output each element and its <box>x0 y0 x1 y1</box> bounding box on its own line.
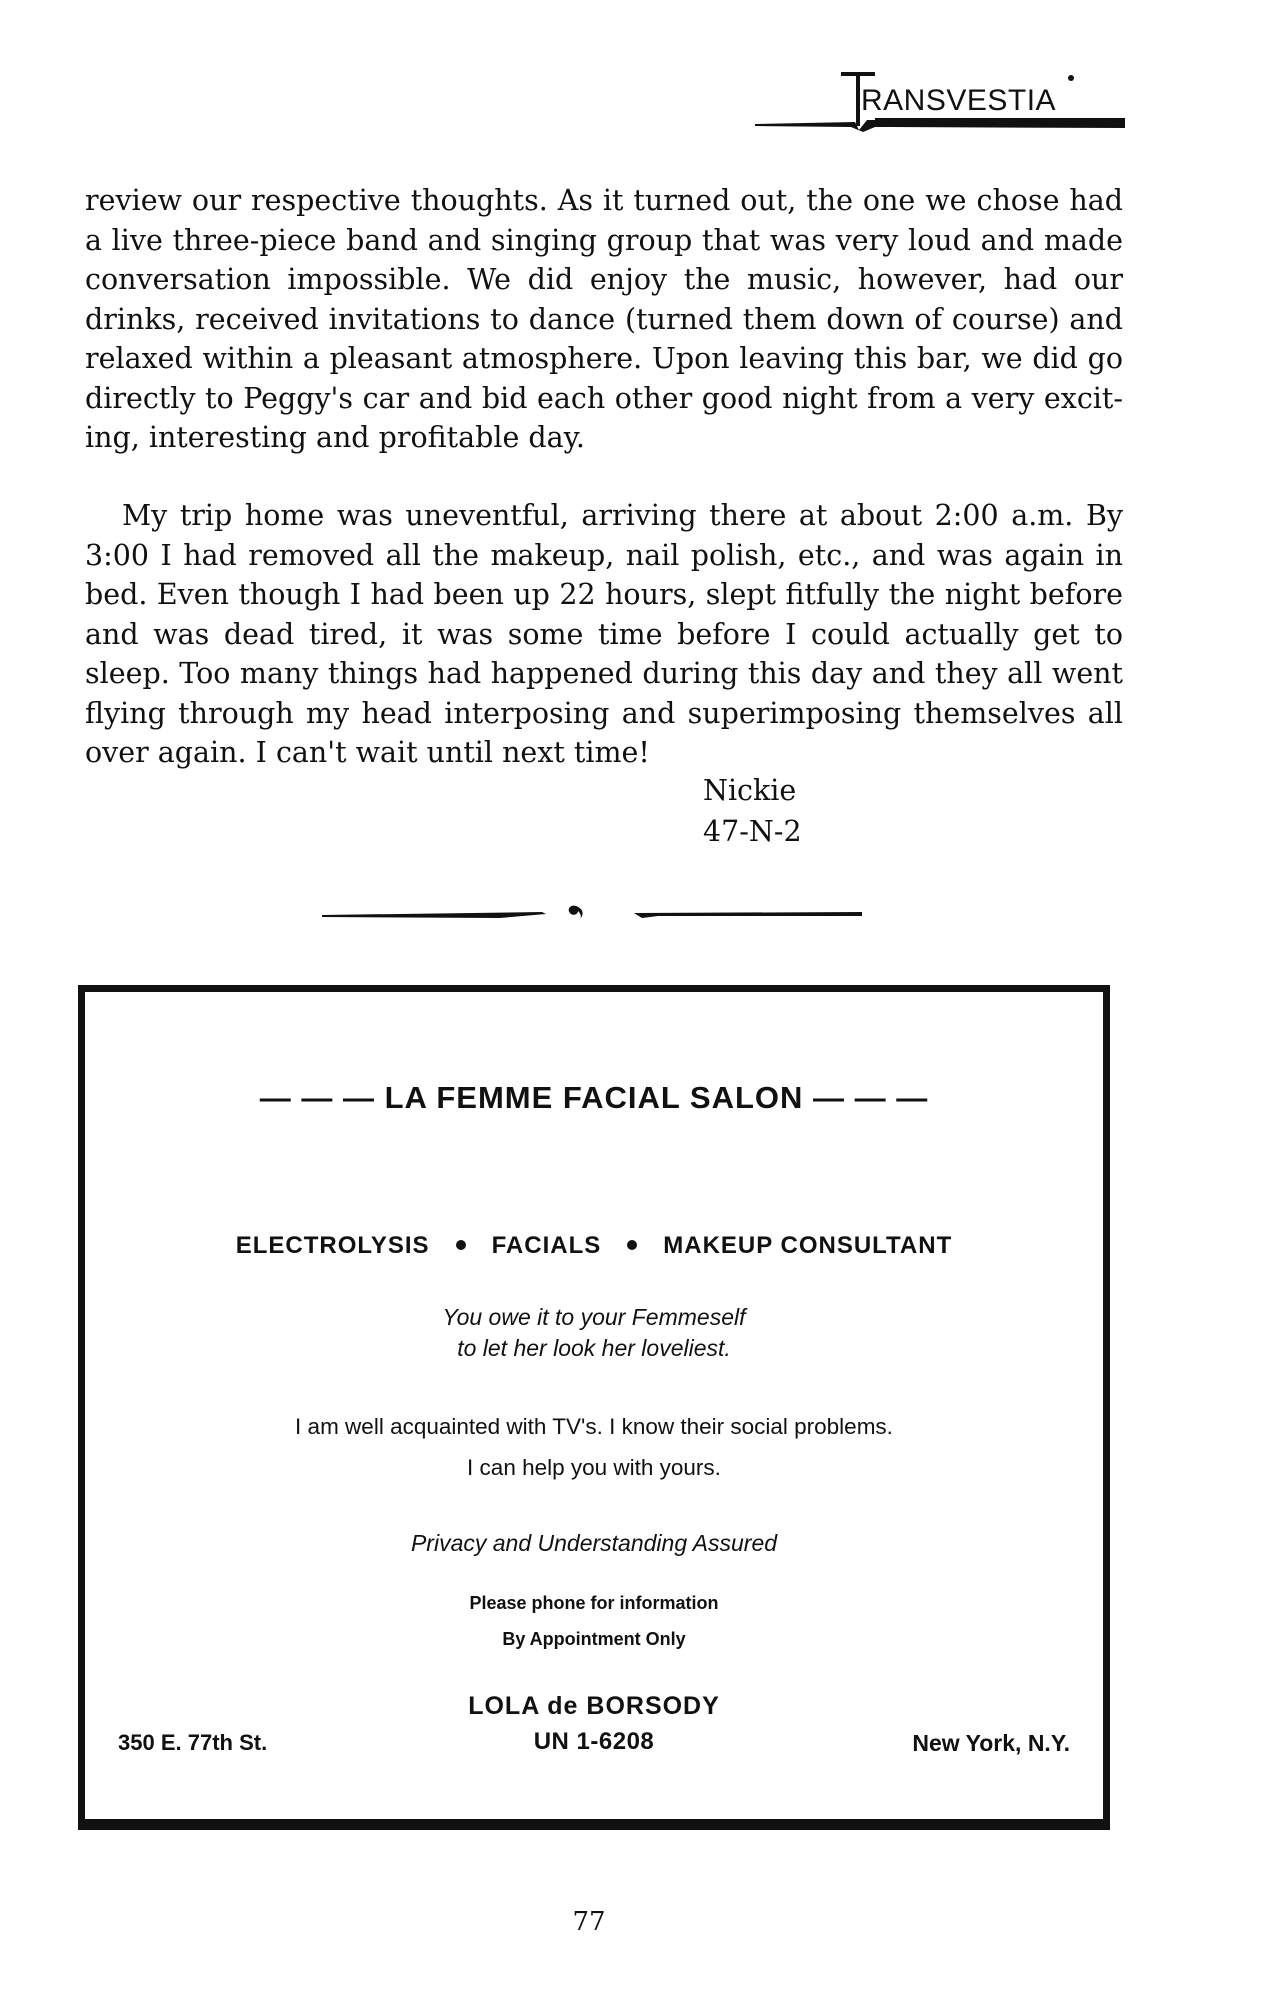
ad-message-1: I am well acquainted with TV's. I know their social problems. <box>295 1414 893 1439</box>
ad-tagline-2: to let her look her loveliest. <box>457 1335 731 1361</box>
ornamental-divider <box>322 896 862 926</box>
article-paragraph-1: review our respective thoughts. As it turned out, the one we chose had a live three-piece band and singing group that was very loud and made conversation impossible. We did enjoy the music, however, had our drinks, received invitations to dance (turned them down of course) and relaxed within a pleasant atmosphere. Upon leaving this bar, we did go directly to Peggy's car and bid each other good night from a very excit-ing, interesting and profitable day. <box>85 184 1123 454</box>
ad-proprietor: LOLA de BORSODY <box>468 1692 720 1720</box>
ad-title: — — — LA FEMME FACIAL SALON — — — <box>259 1080 929 1115</box>
ad-phone-note: Please phone for information <box>469 1593 719 1613</box>
ad-tagline-1: You owe it to your Femmeself <box>442 1304 746 1330</box>
salon-advertisement <box>78 985 1110 1830</box>
running-header <box>755 70 1125 132</box>
ad-telephone: UN 1-6208 <box>533 1728 655 1755</box>
service-electrolysis: ELECTROLYSIS <box>235 1232 430 1259</box>
signature-name: Nickie <box>703 774 797 807</box>
bullet-icon <box>627 1240 637 1250</box>
ad-city: New York, N.Y. <box>912 1730 1070 1756</box>
ad-message-2: I can help you with yours. <box>467 1455 721 1480</box>
article-paragraph-2: My trip home was uneventful, arriving there at about 2:00 a.m. By 3:00 I had removed all the makeup, nail polish, etc., and was again in bed. Even though I had been up 22 hours, slept fitfully the night before and was dead tired, it was some time before I could actually get to sleep. Too many things had happened during this day and they all went flying through my head interposing and superimposing themselves all over again. I can't wait until next time! <box>85 499 1123 769</box>
signature-id: 47-N-2 <box>703 815 802 848</box>
ad-street-address: 350 E. 77th St. <box>118 1730 268 1755</box>
ad-privacy: Privacy and Understanding Assured <box>410 1530 778 1556</box>
ad-appointment: By Appointment Only <box>502 1629 686 1649</box>
bullet-icon <box>456 1240 466 1250</box>
service-facials: FACIALS <box>491 1232 602 1259</box>
service-makeup-consultant: MAKEUP CONSULTANT <box>663 1232 953 1259</box>
running-title: RANSVESTIA <box>861 84 1057 117</box>
page-number: 77 <box>572 1907 606 1937</box>
ad-services <box>85 1232 1103 1260</box>
